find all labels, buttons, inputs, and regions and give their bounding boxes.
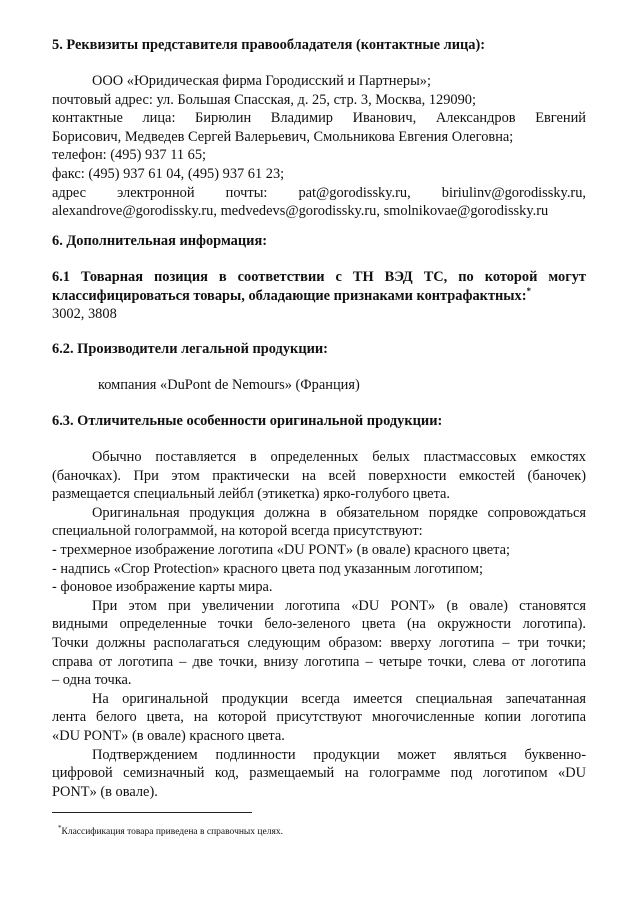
body-line: PONT» (в овале).	[52, 783, 158, 800]
bullet-line: - трехмерное изображение логотипа «DU PONT» (в овале) красного цвета;	[52, 541, 510, 558]
body-line: Подтверждением подлинности продукции может являться буквенно-	[92, 746, 586, 763]
body-line: видными определенные точки бело-зеленого цвета (на окружности логотипа).	[52, 616, 586, 633]
contact-line: контактные лица: Бирюлин Владимир Иванович, Александров Евгений	[52, 110, 586, 127]
body-line: цифровой семизначный код, размещаемый на голограмме под логотипом «DU	[52, 765, 586, 782]
bullet-line: - фоновое изображение карты мира.	[52, 579, 273, 596]
section-6-2-value: компания «DuPont de Nemours» (Франция)	[98, 377, 360, 393]
body-line: Оригинальная продукция должна в обязательном порядке сопровождаться	[92, 504, 586, 521]
footnote-text: Классификация товара приведена в справочных целях.	[61, 827, 283, 838]
body-line: (баночках). При этом практически на всей поверхности емкостей (баночек)	[52, 467, 586, 484]
section-6-1-heading-line: классифицироваться товары, обладающие признаками контрафактных:*	[52, 285, 532, 304]
section-6-2-heading: 6.2. Производители легальной продукции:	[52, 341, 328, 357]
footnote-reference: *	[526, 285, 532, 296]
section-5-contacts	[52, 72, 586, 221]
contact-line: alexandrove@gorodissky.ru, medvedevs@gorodissky.ru, smolnikovae@gorodissky.ru	[52, 203, 549, 220]
body-line: – одна точка.	[52, 672, 132, 689]
section-6-1	[52, 268, 586, 324]
body-line: Точки должны располагаться следующим образом: вверху логотипа – три точки;	[52, 634, 586, 651]
contact-line: Борисович, Медведев Сергей Валерьевич, Смольникова Евгения Олеговна;	[52, 128, 514, 145]
section-6-1-heading-line: 6.1 Товарная позиция в соответствии с ТН ВЭД ТС, по которой могут	[52, 269, 586, 285]
section-6-heading: 6. Дополнительная информация:	[52, 233, 268, 249]
body-line: справа от логотипа – две точки, внизу логотипа – четыре точки, слева от логотипа	[52, 653, 586, 670]
contact-line: адрес электронной почты: pat@gorodissky.ru, biriulinv@gorodissky.ru,	[52, 184, 586, 201]
footnote-divider	[52, 812, 252, 813]
section-5-heading: 5. Реквизиты представителя правообладателя (контактные лица):	[52, 37, 486, 53]
footnote	[58, 822, 283, 838]
bullet-line: - надпись «Crop Protection» красного цвета под указанным логотипом;	[52, 560, 483, 577]
body-line: лента белого цвета, на которой присутствуют многочисленные копии логотипа	[52, 709, 586, 726]
contact-line: почтовый адрес: ул. Большая Спасская, д. 25, стр. 3, Москва, 129090;	[52, 91, 476, 108]
section-6-1-value: 3002, 3808	[52, 306, 117, 323]
body-line: При этом при увеличении логотипа «DU PONT» (в овале) становятся	[92, 597, 586, 614]
section-6-3-body	[52, 448, 586, 801]
body-line: размещается специальный лейбл (этикетка) ярко-голубого цвета.	[52, 486, 451, 503]
footnote-mark: *	[58, 824, 62, 832]
body-line: специальной голограммой, на которой всегда присутствуют:	[52, 523, 423, 540]
body-line: «DU PONT» (в овале) красного цвета.	[52, 727, 285, 744]
body-line: Обычно поставляется в определенных белых пластмассовых емкостях	[92, 449, 586, 465]
body-line: На оригинальной продукции всегда имеется специальная запечатанная	[92, 690, 586, 707]
section-6-3-heading: 6.3. Отличительные особенности оригинальной продукции:	[52, 413, 443, 429]
contact-line: ООО «Юридическая фирма Городисский и Партнеры»;	[92, 73, 431, 89]
contact-line: факс: (495) 937 61 04, (495) 937 61 23;	[52, 165, 285, 182]
contact-line: телефон: (495) 937 11 65;	[52, 147, 207, 164]
